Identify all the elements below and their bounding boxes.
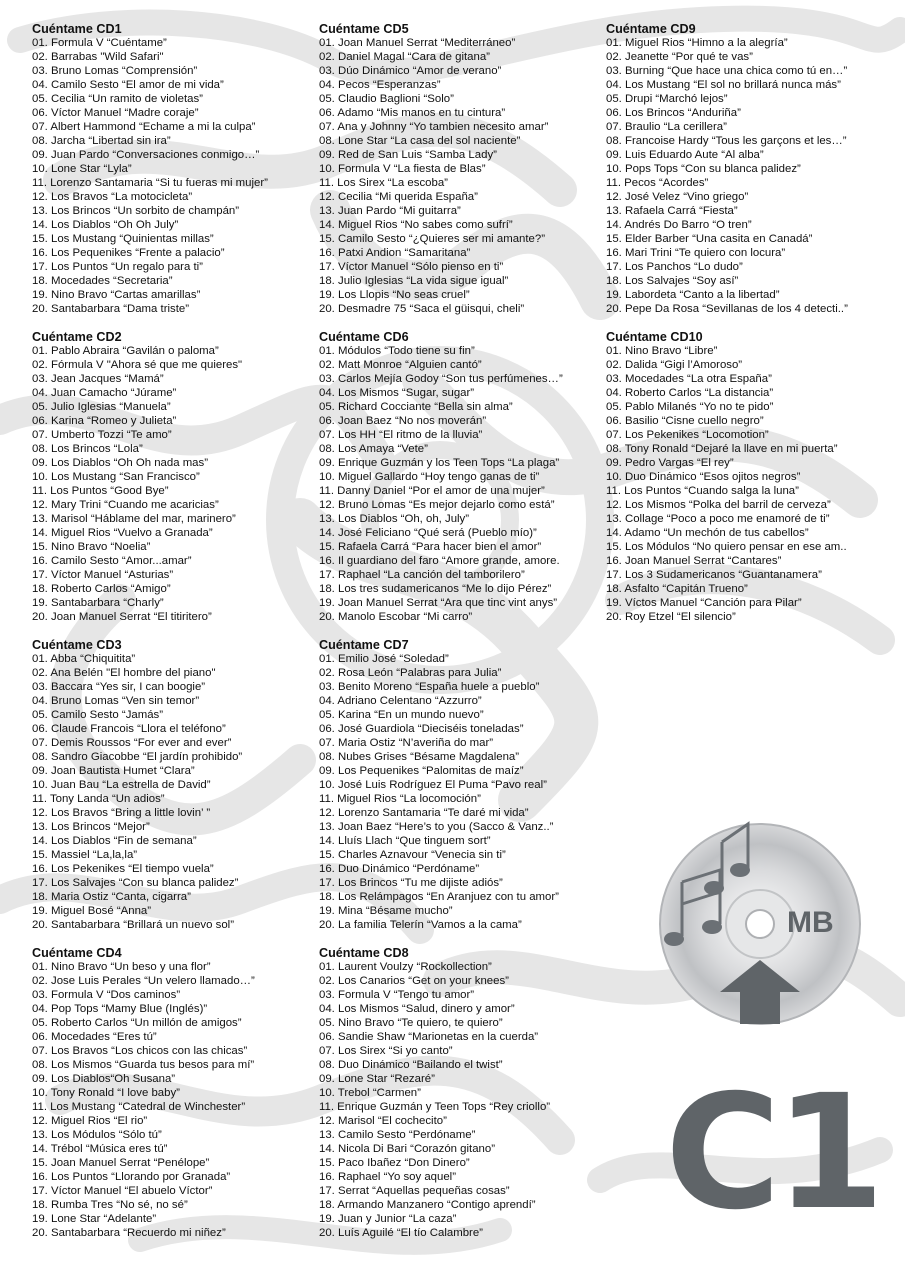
cd-section	[32, 330, 312, 624]
track-item: 07. Los Bravos “Los chicos con las chicas”	[32, 1045, 248, 1057]
track-item: 14. José Feliciano “Qué será (Pueblo mío)”	[319, 527, 537, 539]
track-item: 07. Braulio “La cerillera”	[606, 121, 727, 133]
track-item: 17. Los 3 Sudamericanos “Guantanamera”	[606, 569, 822, 581]
track-item: 19. Nino Bravo “Cartas amarillas”	[32, 289, 201, 301]
track-item: 10. Lone Star “Lyla”	[32, 163, 132, 175]
track-item: 09. Pedro Vargas “El rey”	[606, 457, 734, 469]
track-item: 13. Camilo Sesto “Perdóname”	[319, 1129, 476, 1141]
track-item: 20. Manolo Escobar “Mi carro”	[319, 611, 473, 623]
track-item: 16. Patxi Andion “Samaritana”	[319, 247, 471, 259]
track-item: 11. Miguel Rios “La locomoción”	[319, 793, 481, 805]
track-item: 16. Duo Dinámico “Perdóname”	[319, 863, 480, 875]
cd-logo-text: MB	[787, 906, 834, 939]
track-item: 20. Pepe Da Rosa “Sevillanas de los 4 detecti..”	[606, 303, 848, 315]
track-item: 09. Joan Bautista Humet “Clara”	[32, 765, 195, 777]
track-item: 09. Enrique Guzmán y los Teen Tops “La plaga”	[319, 457, 560, 469]
track-item: 03. Bruno Lomas “Comprensión”	[32, 65, 198, 77]
track-list	[319, 652, 599, 932]
track-item: 08. Francoise Hardy “Tous les garçons et les…”	[606, 135, 847, 147]
cd-section	[32, 638, 312, 932]
track-item: 08. Lone Star “La casa del sol naciente”	[319, 135, 521, 147]
track-item: 01. Formula V “Cuéntame”	[32, 37, 167, 49]
track-item: 16. Los Pequenikes “Frente a palacio”	[32, 247, 225, 259]
track-item: 13. Joan Baez “Here’s to you (Sacco & Vanz..”	[319, 821, 554, 833]
track-item: 07. Los Pekenikes “Locomotion”	[606, 429, 769, 441]
track-item: 15. Nino Bravo “Noelia”	[32, 541, 151, 553]
track-list	[606, 344, 901, 624]
cd-badge: C1	[665, 1061, 879, 1245]
track-item: 19. Labordeta “Canto a la libertad”	[606, 289, 780, 301]
track-item: 10. Tony Ronald “I love baby”	[32, 1087, 180, 1099]
track-item: 14. Adamo “Un mechón de tus cabellos”	[606, 527, 809, 539]
track-item: 07. Umberto Tozzi “Te amo”	[32, 429, 172, 441]
track-item: 17. Los Puntos “Un regalo para ti”	[32, 261, 203, 273]
track-item: 18. Los tres sudamericanos “Me lo dijo Pérez”	[319, 583, 552, 595]
track-item: 15. Camilo Sesto “¿Quieres ser mi amante?”	[319, 233, 545, 245]
track-list	[319, 344, 599, 624]
cd-title: Cuéntame CD5	[319, 22, 409, 36]
track-item: 18. Armando Manzanero “Contigo aprendí”	[319, 1199, 536, 1211]
track-item: 05. Roberto Carlos “Un millón de amigos”	[32, 1017, 242, 1029]
track-list	[32, 36, 312, 316]
track-item: 13. Los Brincos “Un sorbito de champán”	[32, 205, 240, 217]
track-item: 05. Julio Iglesias “Manuela”	[32, 401, 171, 413]
track-item: 05. Claudio Baglioni “Solo”	[319, 93, 454, 105]
cd-section	[319, 946, 599, 1240]
track-item: 18. Roberto Carlos “Amigo”	[32, 583, 171, 595]
track-item: 13. Collage “Poco a poco me enamoré de ti”	[606, 513, 830, 525]
track-item: 01. Nino Bravo “Libre”	[606, 345, 718, 357]
track-item: 06. Basilio “Cisne cuello negro”	[606, 415, 764, 427]
track-item: 12. Cecilia “Mi querida España”	[319, 191, 478, 203]
track-item: 09. Juan Pardo “Conversaciones conmigo…”	[32, 149, 260, 161]
track-item: 07. Ana y Johnny “Yo tambien necesito amar”	[319, 121, 549, 133]
track-item: 07. Maria Ostiz “N’averiña do mar”	[319, 737, 494, 749]
track-item: 02. Fórmula V "Ahora sé que me quieres"	[32, 359, 243, 371]
track-item: 13. Los Módulos “Sólo tú”	[32, 1129, 162, 1141]
track-item: 19. Los Llopis “No seas cruel”	[319, 289, 470, 301]
track-item: 12. Los Bravos “La motocicleta”	[32, 191, 193, 203]
track-item: 14. Lluís Llach “Que tinguem sort”	[319, 835, 491, 847]
track-item: 14. Los Diablos “Fin de semana”	[32, 835, 197, 847]
track-item: 12. José Velez “Vino griego”	[606, 191, 749, 203]
track-item: 18. Maria Ostiz “Canta, cigarra”	[32, 891, 191, 903]
track-item: 14. Andrés Do Barro “O tren”	[606, 219, 752, 231]
track-item: 18. Rumba Tres “No sé, no sé”	[32, 1199, 188, 1211]
track-item: 10. Miguel Gallardo “Hoy tengo ganas de ti”	[319, 471, 540, 483]
track-item: 17. Víctor Manuel “Asturias”	[32, 569, 174, 581]
cd-title: Cuéntame CD6	[319, 330, 409, 344]
track-item: 13. Los Brincos “Mejor”	[32, 821, 150, 833]
track-item: 08. Nubes Grises “Bésame Magdalena”	[319, 751, 520, 763]
cd-section	[319, 638, 599, 932]
track-item: 01. Miguel Rios “Himno a la alegría”	[606, 37, 788, 49]
track-item: 01. Laurent Voulzy “Rockollection”	[319, 961, 492, 973]
track-item: 08. Tony Ronald “Dejaré la llave en mi puerta”	[606, 443, 838, 455]
track-item: 20. Santabarbara “Recuerdo mi niñez”	[32, 1227, 226, 1239]
track-item: 19. Mina “Bésame mucho”	[319, 905, 453, 917]
cd-section	[32, 946, 312, 1240]
track-item: 17. Los Salvajes “Con su blanca palidez”	[32, 877, 239, 889]
track-item: 18. Los Relámpagos “En Aranjuez con tu amor”	[319, 891, 559, 903]
track-list	[606, 36, 901, 316]
track-item: 12. Mary Trini “Cuando me acaricias”	[32, 499, 219, 511]
track-item: 14. Miguel Rios “Vuelvo a Granada”	[32, 527, 213, 539]
track-item: 03. Baccara “Yes sir, I can boogie”	[32, 681, 206, 693]
track-item: 17. Víctor Manuel “Sólo pienso en ti”	[319, 261, 504, 273]
music-cd-upload-icon	[652, 812, 862, 1032]
track-item: 10. Trebol “Carmen”	[319, 1087, 421, 1099]
track-item: 14. Miguel Rios “No sabes como sufrí”	[319, 219, 513, 231]
track-item: 02. Dalida “Gigi l’Amoroso”	[606, 359, 743, 371]
track-item: 12. Los Mismos “Polka del barril de cerveza”	[606, 499, 831, 511]
track-item: 10. Formula V “La fiesta de Blas”	[319, 163, 486, 175]
track-item: 08. Los Brincos “Lola”	[32, 443, 143, 455]
track-item: 10. José Luis Rodríguez El Puma “Pavo real”	[319, 779, 547, 791]
track-item: 16. Los Pekenikes “El tiempo vuela”	[32, 863, 214, 875]
track-item: 04. Los Mismos “Salud, dinero y amor”	[319, 1003, 515, 1015]
track-item: 13. Los Diablos “Oh, oh, July”	[319, 513, 470, 525]
cd-title: Cuéntame CD4	[32, 946, 122, 960]
track-item: 16. Los Puntos “Llorando por Granada”	[32, 1171, 231, 1183]
track-item: 03. Benito Moreno “España huele a pueblo”	[319, 681, 540, 693]
track-item: 02. Ana Belén "El hombre del piano"	[32, 667, 216, 679]
track-item: 03. Formula V “Dos caminos”	[32, 989, 181, 1001]
track-item: 07. Los HH “El ritmo de la lluvia”	[319, 429, 483, 441]
track-item: 01. Nino Bravo “Un beso y una flor”	[32, 961, 211, 973]
track-item: 06. José Guardiola “Dieciséis toneladas”	[319, 723, 524, 735]
track-item: 06. Joan Baez “No nos moverán”	[319, 415, 487, 427]
cd-title: Cuéntame CD7	[319, 638, 409, 652]
track-item: 16. Joan Manuel Serrat “Cantares”	[606, 555, 782, 567]
track-item: 04. Camilo Sesto “El amor de mi vida”	[32, 79, 224, 91]
track-item: 16. Raphael “Yo soy aquel”	[319, 1171, 456, 1183]
track-item: 15. Joan Manuel Serrat “Penélope”	[32, 1157, 210, 1169]
track-item: 04. Los Mustang “El sol no brillará nunca más”	[606, 79, 841, 91]
track-item: 12. Marisol “El cochecito”	[319, 1115, 447, 1127]
track-item: 14. Los Diablos “Oh Oh July”	[32, 219, 179, 231]
track-item: 12. Bruno Lomas “Es mejor dejarlo como está”	[319, 499, 555, 511]
track-item: 04. Bruno Lomas “Ven sin temor”	[32, 695, 200, 707]
track-item: 11. Danny Daniel “Por el amor de una mujer”	[319, 485, 545, 497]
column-1	[32, 22, 312, 1254]
track-item: 06. Los Brincos “Anduriña”	[606, 107, 741, 119]
track-item: 17. Los Panchos “Lo dudo”	[606, 261, 743, 273]
track-item: 15. Massiel “La,la,la”	[32, 849, 138, 861]
track-item: 12. Lorenzo Santamaria “Te daré mi vida”	[319, 807, 529, 819]
track-item: 15. Los Módulos “No quiero pensar en ese am..	[606, 541, 847, 553]
track-item: 08. Sandro Giacobbe “El jardín prohibido”	[32, 751, 243, 763]
track-item: 01. Módulos “Todo tiene su fin”	[319, 345, 475, 357]
track-item: 03. Formula V “Tengo tu amor”	[319, 989, 475, 1001]
track-item: 08. Los Mismos “Guarda tus besos para mí”	[32, 1059, 255, 1071]
track-item: 06. Sandie Shaw “Marionetas en la cuerda”	[319, 1031, 539, 1043]
track-list	[319, 960, 599, 1240]
track-item: 10. Pops Tops “Con su blanca palidez”	[606, 163, 801, 175]
cd-section	[32, 22, 312, 316]
track-item: 02. Los Canarios “Get on your knees”	[319, 975, 509, 987]
track-item: 20. Roy Etzel “El silencio”	[606, 611, 736, 623]
track-item: 06. Víctor Manuel “Madre coraje”	[32, 107, 199, 119]
track-item: 04. Juan Camacho “Júrame”	[32, 387, 177, 399]
track-item: 02. Matt Monroe “Alguien cantó”	[319, 359, 482, 371]
track-item: 07. Los Sirex “Si yo canto”	[319, 1045, 453, 1057]
track-item: 09. Los Pequenikes “Palomitas de maíz”	[319, 765, 524, 777]
track-item: 08. Duo Dinámico “Bailando el twist”	[319, 1059, 503, 1071]
track-item: 09. Los Diablos “Oh Oh nada mas”	[32, 457, 209, 469]
track-item: 02. Barrabas "Wild Safari"	[32, 51, 164, 63]
track-list	[32, 652, 312, 932]
track-item: 20. La familia Telerín “Vamos a la cama”	[319, 919, 522, 931]
track-item: 09. Red de San Luis “Samba Lady”	[319, 149, 497, 161]
cd-section	[606, 330, 901, 624]
track-item: 03. Jean Jacques “Mamá”	[32, 373, 164, 385]
track-item: 06. Mocedades “Eres tú”	[32, 1031, 157, 1043]
cd-title: Cuéntame CD1	[32, 22, 122, 36]
track-item: 11. Pecos “Acordes”	[606, 177, 709, 189]
track-item: 09. Lone Star “Rezaré”	[319, 1073, 435, 1085]
track-item: 03. Mocedades “La otra España”	[606, 373, 772, 385]
track-item: 16. Mari Trini “Te quiero con locura”	[606, 247, 786, 259]
track-item: 04. Roberto Carlos “La distancia”	[606, 387, 774, 399]
track-list	[32, 960, 312, 1240]
track-item: 02. Jeanette “Por qué te vas”	[606, 51, 753, 63]
track-item: 03. Dúo Dinámico “Amor de verano”	[319, 65, 502, 77]
track-list	[319, 36, 599, 316]
track-item: 14. Trébol “Música eres tú”	[32, 1143, 168, 1155]
track-item: 06. Claude Francois “Llora el teléfono”	[32, 723, 226, 735]
cd-section	[319, 22, 599, 316]
track-item: 19. Juan y Junior “La caza”	[319, 1213, 457, 1225]
track-item: 12. Miguel Rios “El rio”	[32, 1115, 148, 1127]
track-item: 19. Joan Manuel Serrat “Ara que tinc vint anys”	[319, 597, 558, 609]
track-item: 11. Los Mustang “Catedral de Winchester”	[32, 1101, 246, 1113]
track-item: 16. Il guardiano del faro “Amore grande, amore.	[319, 555, 560, 567]
track-item: 03. Carlos Mejía Godoy “Son tus perfúmenes…”	[319, 373, 563, 385]
track-item: 20. Santabarbara “Dama triste”	[32, 303, 190, 315]
column-2	[319, 22, 599, 1254]
track-item: 16. Camilo Sesto “Amor...amar”	[32, 555, 192, 567]
track-item: 05. Karina “En un mundo nuevo”	[319, 709, 484, 721]
track-item: 13. Rafaela Carrá “Fiesta”	[606, 205, 738, 217]
track-item: 15. Paco Ibañez “Don Dinero”	[319, 1157, 470, 1169]
track-item: 05. Pablo Milanés “Yo no te pido”	[606, 401, 774, 413]
track-item: 20. Luís Aguilé “El tío Calambre”	[319, 1227, 483, 1239]
track-item: 02. Jose Luis Perales “Un velero llamado…”	[32, 975, 255, 987]
track-item: 19. Miguel Bosé “Anna”	[32, 905, 152, 917]
track-item: 05. Camilo Sesto “Jamás”	[32, 709, 164, 721]
track-item: 17. Los Brincos “Tu me dijiste adiós”	[319, 877, 503, 889]
track-item: 07. Albert Hammond “Echame a mi la culpa”	[32, 121, 256, 133]
track-item: 05. Nino Bravo “Te quiero, te quiero”	[319, 1017, 503, 1029]
track-item: 11. Los Sirex “La escoba”	[319, 177, 448, 189]
track-item: 17. Serrat “Aquellas pequeñas cosas”	[319, 1185, 510, 1197]
track-item: 02. Daniel Magal “Cara de gitana”	[319, 51, 490, 63]
track-item: 10. Juan Bau “La estrella de David”	[32, 779, 211, 791]
track-item: 15. Elder Barber “Una casita en Canadá”	[606, 233, 813, 245]
track-item: 13. Juan Pardo “Mi guitarra”	[319, 205, 461, 217]
track-list	[32, 344, 312, 624]
track-item: 01. Joan Manuel Serrat “Mediterráneo”	[319, 37, 516, 49]
track-item: 08. Los Amaya “Vete”	[319, 443, 428, 455]
track-item: 06. Adamo “Mis manos en tu cintura”	[319, 107, 506, 119]
track-item: 11. Enrique Guzmán y Teen Tops “Rey criollo”	[319, 1101, 551, 1113]
track-item: 11. Los Puntos “Cuando salga la luna”	[606, 485, 799, 497]
track-item: 05. Richard Cocciante “Bella sin alma”	[319, 401, 513, 413]
track-item: 04. Pop Tops “Mamy Blue (Inglés)”	[32, 1003, 208, 1015]
track-item: 18. Los Salvajes “Soy así”	[606, 275, 739, 287]
track-item: 19. Víctos Manuel “Canción para Pilar”	[606, 597, 802, 609]
track-item: 01. Pablo Abraira “Gavilán o paloma”	[32, 345, 219, 357]
track-item: 01. Abba “Chiquitita”	[32, 653, 136, 665]
track-item: 10. Duo Dinámico “Esos ojitos negros”	[606, 471, 801, 483]
track-item: 03. Burning “Que hace una chica como tú en…”	[606, 65, 848, 77]
track-item: 05. Cecilia “Un ramito de violetas”	[32, 93, 203, 105]
track-item: 14. Nicola Di Bari “Corazón gitano”	[319, 1143, 495, 1155]
track-item: 04. Adriano Celentano “Azzurro”	[319, 695, 482, 707]
track-item: 20. Santabarbara “Brillará un nuevo sol”	[32, 919, 234, 931]
track-item: 12. Los Bravos “Bring a little lovin’ ”	[32, 807, 211, 819]
track-item: 15. Los Mustang “Quinientas millas”	[32, 233, 214, 245]
track-item: 09. Luis Eduardo Aute “Al alba”	[606, 149, 764, 161]
cd-title: Cuéntame CD10	[606, 330, 703, 344]
track-item: 18. Mocedades “Secretaria”	[32, 275, 173, 287]
column-3	[606, 22, 901, 638]
cd-section	[606, 22, 901, 316]
track-item: 11. Lorenzo Santamaria “Si tu fueras mi mujer”	[32, 177, 268, 189]
track-item: 11. Tony Landa “Un adios”	[32, 793, 165, 805]
track-item: 09. Los Diablos“Oh Susana”	[32, 1073, 176, 1085]
track-item: 01. Emilio José “Soledad”	[319, 653, 449, 665]
track-item: 04. Pecos “Esperanzas”	[319, 79, 441, 91]
cd-title: Cuéntame CD8	[319, 946, 409, 960]
cd-title: Cuéntame CD9	[606, 22, 696, 36]
track-item: 19. Santabarbara “Charly”	[32, 597, 164, 609]
track-item: 07. Demis Roussos “For ever and ever”	[32, 737, 232, 749]
track-item: 20. Joan Manuel Serrat “El titiritero”	[32, 611, 212, 623]
track-item: 20. Desmadre 75 “Saca el güisqui, cheli”	[319, 303, 525, 315]
track-item: 15. Rafaela Carrá “Para hacer bien el amor”	[319, 541, 542, 553]
cd-title: Cuéntame CD3	[32, 638, 122, 652]
cd-section	[319, 330, 599, 624]
track-item: 18. Julio Iglesias “La vida sigue igual”	[319, 275, 509, 287]
track-item: 13. Marisol “Háblame del mar, marinero”	[32, 513, 236, 525]
cd-title: Cuéntame CD2	[32, 330, 122, 344]
track-item: 10. Los Mustang “San Francisco”	[32, 471, 200, 483]
track-item: 15. Charles Aznavour “Venecia sin ti”	[319, 849, 506, 861]
track-item: 06. Karina “Romeo y Julieta”	[32, 415, 177, 427]
track-item: 19. Lone Star “Adelante”	[32, 1213, 157, 1225]
track-item: 05. Drupi “Marchó lejos”	[606, 93, 728, 105]
track-item: 08. Jarcha “Libertad sin ira”	[32, 135, 171, 147]
track-item: 18. Asfalto “Capitán Trueno”	[606, 583, 748, 595]
track-item: 04. Los Mismos “Sugar, sugar”	[319, 387, 475, 399]
track-item: 02. Rosa León “Palabras para Julia”	[319, 667, 502, 679]
track-item: 11. Los Puntos “Good Bye”	[32, 485, 169, 497]
track-item: 17. Víctor Manuel “El abuelo Víctor”	[32, 1185, 213, 1197]
track-item: 17. Raphael “La canción del tamborilero”	[319, 569, 525, 581]
